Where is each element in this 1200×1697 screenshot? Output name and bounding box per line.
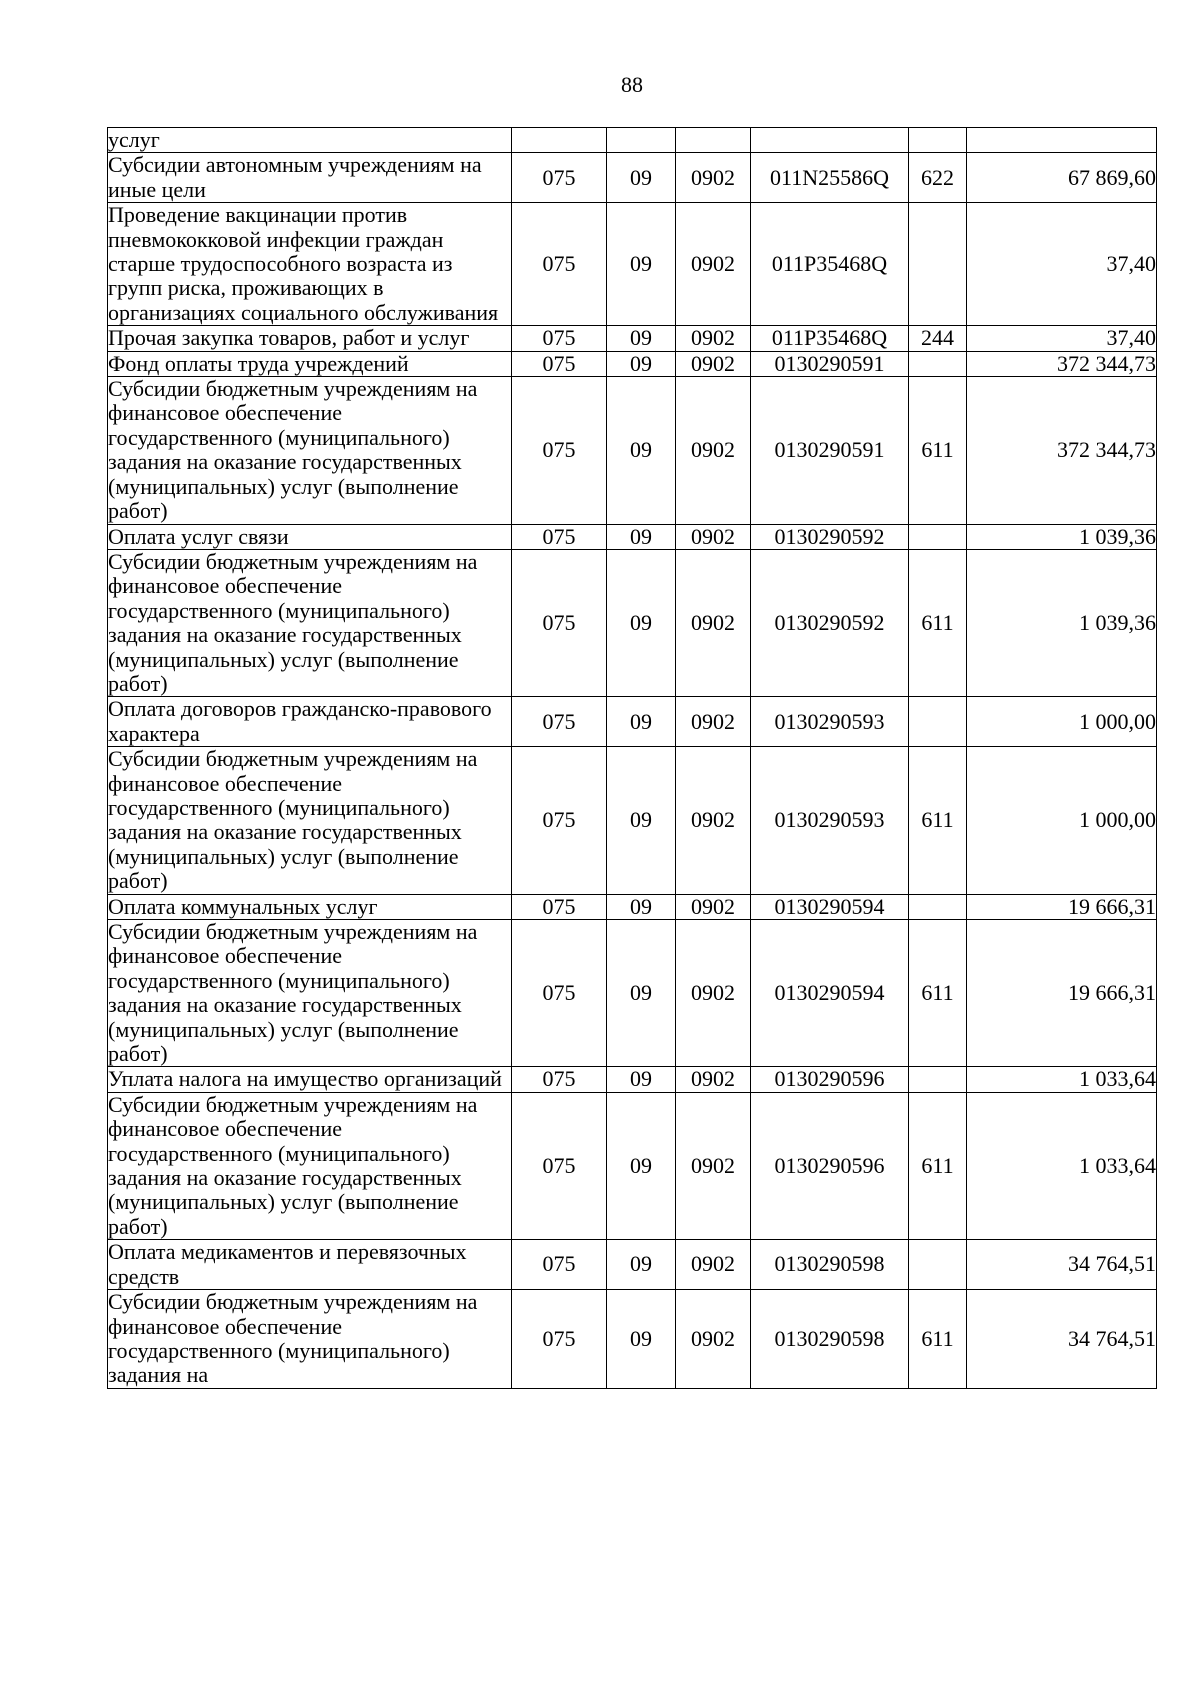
subsection-code: 0902 [676,747,751,894]
table-row [108,1067,1157,1092]
row-name: Оплата коммунальных услуг [108,894,512,919]
expense-type-code: 611 [909,747,967,894]
expense-type-code: 611 [909,1092,967,1239]
amount: 34 764,51 [967,1240,1157,1290]
target-article-code: 0130290593 [751,747,909,894]
expense-type-code [909,524,967,549]
amount: 1 033,64 [967,1092,1157,1239]
amount: 67 869,60 [967,153,1157,203]
grbs-code: 075 [512,203,607,326]
grbs-code: 075 [512,1240,607,1290]
expense-type-code: 611 [909,1290,967,1389]
table-row [108,1092,1157,1239]
row-name: Субсидии бюджетным учреждениям на финансовое обеспечение государственного (муниципального) задания на [108,1290,512,1389]
amount [967,128,1157,153]
row-name: Субсидии автономным учреждениям на иные цели [108,153,512,203]
amount: 1 033,64 [967,1067,1157,1092]
table-row [108,326,1157,351]
subsection-code: 0902 [676,549,751,696]
section-code: 09 [607,697,676,747]
target-article-code: 011N25586Q [751,153,909,203]
row-name: Фонд оплаты труда учреждений [108,351,512,376]
target-article-code: 0130290598 [751,1290,909,1389]
budget-table [107,127,1157,1389]
subsection-code: 0902 [676,894,751,919]
amount: 372 344,73 [967,377,1157,524]
amount: 37,40 [967,203,1157,326]
amount: 19 666,31 [967,894,1157,919]
expense-type-code [909,1067,967,1092]
row-name: Субсидии бюджетным учреждениям на финансовое обеспечение государственного (муниципального) задания на оказание государственных (муниципальных) услуг (выполнение работ) [108,549,512,696]
subsection-code [676,128,751,153]
table-row [108,351,1157,376]
table-row [108,920,1157,1067]
target-article-code: 011P35468Q [751,203,909,326]
subsection-code: 0902 [676,153,751,203]
row-name: Оплата медикаментов и перевязочных средств [108,1240,512,1290]
target-article-code: 011P35468Q [751,326,909,351]
subsection-code: 0902 [676,1092,751,1239]
amount: 372 344,73 [967,351,1157,376]
grbs-code: 075 [512,697,607,747]
table-row [108,524,1157,549]
table-row [108,549,1157,696]
row-name: Субсидии бюджетным учреждениям на финансовое обеспечение государственного (муниципального) задания на оказание государственных (муниципальных) услуг (выполнение работ) [108,1092,512,1239]
section-code: 09 [607,326,676,351]
section-code: 09 [607,377,676,524]
target-article-code: 0130290592 [751,549,909,696]
grbs-code: 075 [512,326,607,351]
section-code: 09 [607,1290,676,1389]
grbs-code: 075 [512,1290,607,1389]
grbs-code: 075 [512,1092,607,1239]
section-code: 09 [607,1067,676,1092]
expense-type-code: 622 [909,153,967,203]
target-article-code: 0130290594 [751,894,909,919]
section-code: 09 [607,524,676,549]
target-article-code: 0130290591 [751,377,909,524]
subsection-code: 0902 [676,920,751,1067]
grbs-code: 075 [512,351,607,376]
table-row [108,128,1157,153]
expense-type-code [909,894,967,919]
grbs-code: 075 [512,1067,607,1092]
row-name: Уплата налога на имущество организаций [108,1067,512,1092]
grbs-code: 075 [512,377,607,524]
section-code: 09 [607,894,676,919]
row-name: Проведение вакцинации против пневмококковой инфекции граждан старше трудоспособного возраста из групп риска, проживающих в организациях социального обслуживания [108,203,512,326]
subsection-code: 0902 [676,326,751,351]
target-article-code [751,128,909,153]
amount: 1 039,36 [967,549,1157,696]
grbs-code: 075 [512,894,607,919]
subsection-code: 0902 [676,351,751,376]
table-row [108,894,1157,919]
grbs-code: 075 [512,747,607,894]
subsection-code: 0902 [676,524,751,549]
target-article-code: 0130290596 [751,1092,909,1239]
target-article-code: 0130290591 [751,351,909,376]
expense-type-code: 611 [909,920,967,1067]
table-row [108,1290,1157,1389]
grbs-code: 075 [512,153,607,203]
target-article-code: 0130290596 [751,1067,909,1092]
expense-type-code [909,1240,967,1290]
row-name: услуг [108,128,512,153]
amount: 1 000,00 [967,747,1157,894]
section-code: 09 [607,549,676,696]
amount: 19 666,31 [967,920,1157,1067]
target-article-code: 0130290593 [751,697,909,747]
table-row [108,203,1157,326]
target-article-code: 0130290598 [751,1240,909,1290]
section-code: 09 [607,351,676,376]
amount: 1 039,36 [967,524,1157,549]
target-article-code: 0130290592 [751,524,909,549]
row-name: Субсидии бюджетным учреждениям на финансовое обеспечение государственного (муниципального) задания на оказание государственных (муниципальных) услуг (выполнение работ) [108,747,512,894]
expense-type-code: 611 [909,549,967,696]
table-row [108,153,1157,203]
grbs-code: 075 [512,549,607,696]
row-name: Прочая закупка товаров, работ и услуг [108,326,512,351]
grbs-code: 075 [512,920,607,1067]
subsection-code: 0902 [676,1240,751,1290]
section-code: 09 [607,1240,676,1290]
table-row [108,377,1157,524]
section-code: 09 [607,203,676,326]
row-name: Субсидии бюджетным учреждениям на финансовое обеспечение государственного (муниципального) задания на оказание государственных (муниципальных) услуг (выполнение работ) [108,920,512,1067]
expense-type-code [909,697,967,747]
expense-type-code: 244 [909,326,967,351]
table-row [108,697,1157,747]
section-code: 09 [607,920,676,1067]
table-row [108,1240,1157,1290]
expense-type-code: 611 [909,377,967,524]
expense-type-code [909,128,967,153]
section-code: 09 [607,153,676,203]
expense-type-code [909,351,967,376]
subsection-code: 0902 [676,697,751,747]
row-name: Оплата договоров гражданско-правового характера [108,697,512,747]
amount: 34 764,51 [967,1290,1157,1389]
section-code [607,128,676,153]
target-article-code: 0130290594 [751,920,909,1067]
page-number: 88 [621,72,643,97]
subsection-code: 0902 [676,203,751,326]
table-row [108,747,1157,894]
grbs-code: 075 [512,524,607,549]
row-name: Субсидии бюджетным учреждениям на финансовое обеспечение государственного (муниципального) задания на оказание государственных (муниципальных) услуг (выполнение работ) [108,377,512,524]
subsection-code: 0902 [676,1290,751,1389]
subsection-code: 0902 [676,1067,751,1092]
grbs-code [512,128,607,153]
section-code: 09 [607,1092,676,1239]
amount: 1 000,00 [967,697,1157,747]
amount: 37,40 [967,326,1157,351]
subsection-code: 0902 [676,377,751,524]
section-code: 09 [607,747,676,894]
expense-type-code [909,203,967,326]
row-name: Оплата услуг связи [108,524,512,549]
